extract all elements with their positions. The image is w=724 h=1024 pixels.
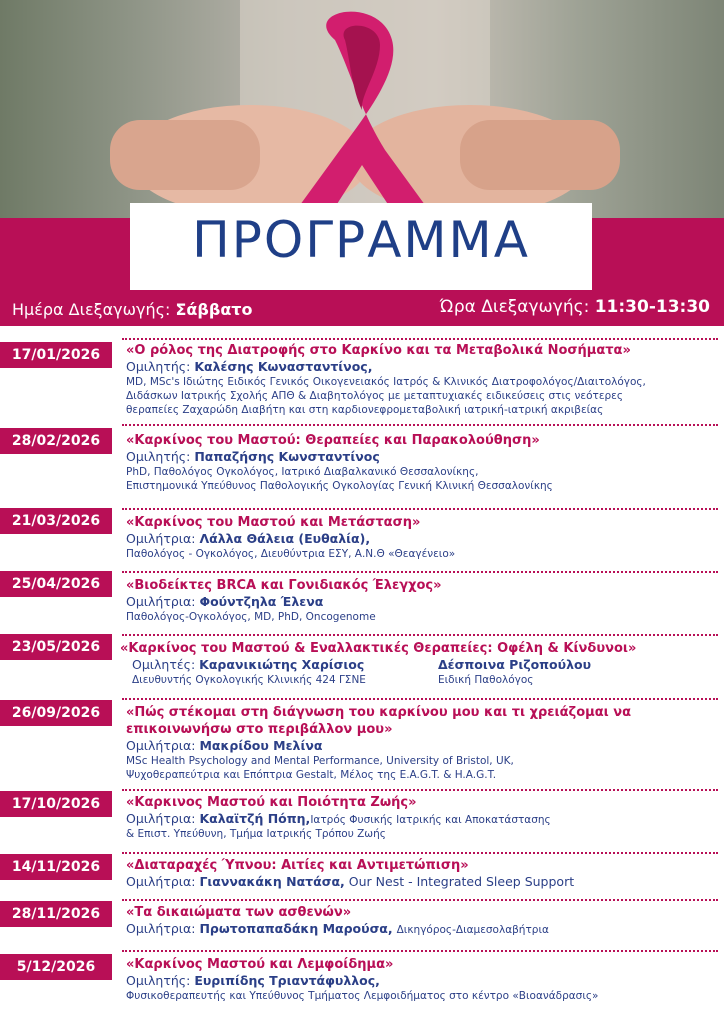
ribbon-hands-illustration [0, 0, 724, 218]
speaker-label: Ομιλήτρια: [126, 738, 196, 753]
dotted-divider [122, 852, 718, 854]
speaker-name: Δέσποινα Ριζοπούλου [438, 657, 592, 672]
event-content [126, 342, 716, 417]
event-date: 28/11/2026 [0, 901, 112, 927]
speaker-name: Ευριπίδης Τριαντάφυλλος, [194, 973, 380, 988]
speaker-desc: MD, MSc's Ιδιώτης Ειδικός Γενικός Οικογενειακός Ιατρός & Κλινικός Διατροφολόγος/Διαιτολόγος, [126, 376, 646, 388]
speaker-label: Ομιλητής: [126, 973, 191, 988]
speaker-name: Καρανικιώτης Χαρίσιος [199, 657, 365, 672]
time-info [440, 297, 710, 317]
speaker-name: Παπαζήσης Κωνσταντίνος [194, 449, 380, 464]
speaker-desc: Ψυχοθεραπεύτρια και Επόπτρια Gestalt, Μέλος της E.A.G.T. & H.A.G.T. [126, 769, 497, 781]
speaker-label: Ομιλήτρια: [126, 594, 196, 609]
event-content [126, 514, 716, 561]
event-content [126, 704, 716, 782]
speaker-desc: θεραπείες Ζαχαρώδη Διαβήτη και στη καρδιονεφρομεταβολική ιατρική-ιατρική ακριβείας [126, 404, 604, 416]
speaker-label: Ομιλητές: [132, 657, 196, 672]
event-content [126, 577, 716, 624]
event-title: «Διαταραχές Ύπνου: Αιτίες και Αντιμετώπιση» [126, 858, 469, 873]
event-title: «Ο ρόλος της Διατροφής στο Καρκίνο και τα Μεταβολικά Νοσήματα» [126, 343, 631, 358]
dotted-divider [122, 950, 718, 952]
event-title: «Καρκίνος του Μαστού και Μετάσταση» [126, 515, 421, 530]
dotted-divider [122, 698, 718, 700]
speaker-desc: PhD, Παθολόγος Ογκολόγος, Ιατρικό Διαβαλκανικό Θεσσαλονίκης, [126, 466, 479, 478]
dotted-divider [122, 424, 718, 426]
speaker-label: Ομιλήτρια: [126, 811, 196, 826]
event-content [126, 794, 716, 841]
speaker-name: Καλέσης Κωνασταντίνος, [194, 359, 373, 374]
event-date: 28/02/2026 [0, 428, 112, 454]
dotted-divider [122, 899, 718, 901]
event-date: 21/03/2026 [0, 508, 112, 534]
speaker-label: Ομιλητής: [126, 359, 191, 374]
event-content [126, 956, 716, 1003]
event-date: 17/10/2026 [0, 791, 112, 817]
event-date: 26/09/2026 [0, 700, 112, 726]
event-date: 23/05/2026 [0, 634, 112, 660]
event-title: «Καρκίνος του Μαστού: Θεραπείες και Παρακολούθηση» [126, 433, 540, 448]
speaker-desc: Ειδική Παθολόγος [438, 674, 534, 686]
day-value: Σάββατο [175, 300, 253, 319]
event-content [126, 432, 716, 493]
speaker-desc: Φυσικοθεραπευτής και Υπεύθυνος Τμήματος Λεμφοιδήματος στο κέντρο «Βιοανάδρασις» [126, 990, 599, 1002]
speaker-label: Ομιλητής: [126, 449, 191, 464]
event-date: 25/04/2026 [0, 571, 112, 597]
dotted-divider [122, 634, 718, 636]
event-content [120, 640, 716, 687]
day-label: Ημέρα Διεξαγωγής: [12, 300, 171, 319]
event-title: «Καρκίνος του Μαστού & Εναλλακτικές Θεραπείες: Οφέλη & Κίνδυνοι» [120, 641, 637, 656]
speaker-desc: Διευθυντής Ογκολογικής Κλινικής 424 ΓΣΝΕ [132, 674, 366, 686]
dotted-divider [122, 571, 718, 573]
event-title: «Βιοδείκτες BRCA και Γονιδιακός Έλεγχος» [126, 578, 442, 593]
dotted-divider [122, 789, 718, 791]
event-title: «Τα δικαιώματα των ασθενών» [126, 905, 352, 920]
speaker-desc-inline: Ιατρός Φυσικής Ιατρικής και Αποκατάστασης [310, 814, 551, 826]
speaker-desc: Διδάσκων Ιατρικής Σχολής ΑΠΘ & Διαβητολόγος με μεταπτυχιακές ειδικεύσεις στις νεότερες [126, 390, 623, 402]
speaker-name: Φούντζηλα Έλενα [199, 594, 324, 609]
time-label: Ώρα Διεξαγωγής: [439, 297, 590, 317]
speaker-label: Ομιλήτρια: [126, 531, 196, 546]
speaker-name: Λάλλα Θάλεια (Ευθαλία), [199, 531, 371, 546]
dotted-divider [122, 508, 718, 510]
event-date: 17/01/2026 [0, 342, 112, 368]
dotted-divider [122, 338, 718, 340]
event-content [126, 904, 716, 937]
speaker-desc: Επιστημονικά Υπεύθυνος Παθολογικής Ογκολογίας Γενική Κλινική Θεσσαλονίκης [126, 480, 553, 492]
speaker-name: Γιαννακάκη Νατάσα, [199, 874, 345, 889]
speaker-name: Καλαϊτζή Πόπη, [199, 811, 311, 826]
speaker-desc: Παθολόγος - Ογκολόγος, Διευθύντρια ΕΣΥ, Α.Ν.Θ «Θεαγένειο» [126, 548, 456, 560]
speaker-name: Πρωτοπαπαδάκη Μαρούσα, [199, 921, 393, 936]
event-title: «Πώς στέκομαι στη διάγνωση του καρκίνου μου και τι χρειάζομαι να [126, 705, 632, 720]
speaker-desc-inline: Δικηγόρος-Διαμεσολαβήτρια [396, 924, 549, 936]
speaker-desc: Παθολόγος-Ογκολόγος, MD, PhD, Oncogenome [126, 611, 376, 623]
hero-image [0, 0, 724, 218]
speaker-label: Ομιλήτρια: [126, 874, 196, 889]
page-title: ΠΡΟΓΡΑΜΜΑ [192, 211, 530, 269]
event-title: «Καρκινος Μαστού και Ποιότητα Ζωής» [126, 795, 417, 810]
event-date: 14/11/2026 [0, 854, 112, 880]
event-title: «Καρκίνος Μαστού και Λεμφοίδημα» [126, 957, 394, 972]
time-value: 11:30-13:30 [594, 297, 710, 317]
second-speaker [438, 657, 591, 687]
speaker-name: Μακρίδου Μελίνα [199, 738, 323, 753]
event-content [126, 857, 716, 890]
speaker-label: Ομιλήτρια: [126, 921, 196, 936]
day-info [12, 300, 253, 319]
title-box [130, 203, 592, 290]
event-title-line2: επικοινωνήσω στο περιβάλλον μου» [126, 722, 393, 737]
speaker-desc: & Επιστ. Υπεύθυνη, Τμήμα Ιατρικής Τρόπου Ζωής [126, 828, 386, 840]
event-date: 5/12/2026 [0, 954, 112, 980]
speaker-desc-inline: Our Nest - Integrated Sleep Support [348, 874, 575, 889]
speaker-desc: MSc Health Psychology and Mental Performance, University of Bristol, UK, [126, 755, 514, 767]
